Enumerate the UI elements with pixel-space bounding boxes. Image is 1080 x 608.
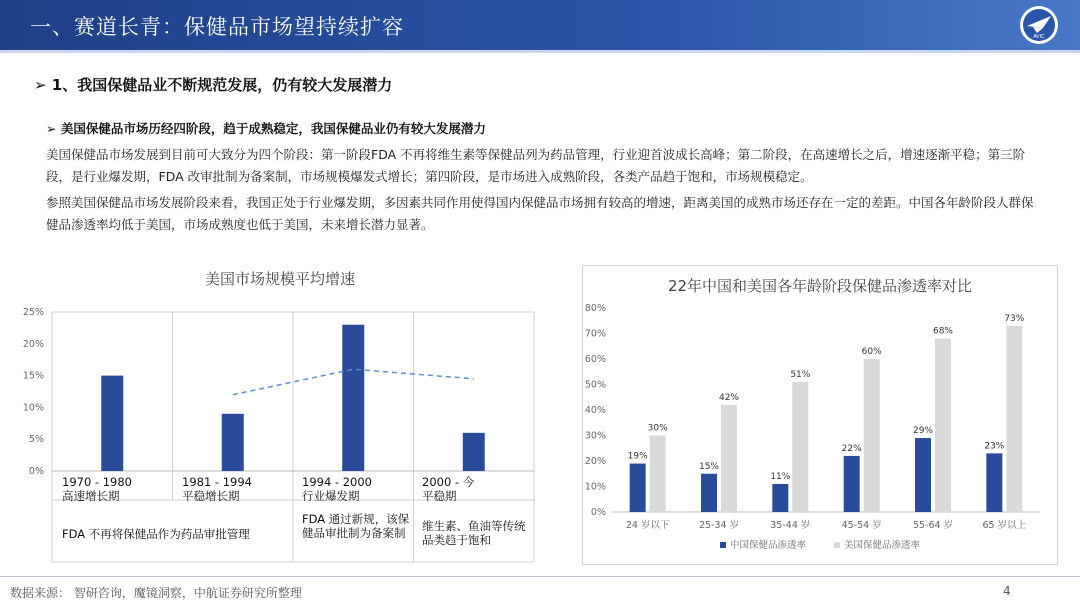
bar-us-6: [1006, 326, 1022, 512]
paragraph-1: 美国保健品市场发展到目前可大致分为四个阶段：第一阶段FDA 不再将维生素等保健品列为药品管理，行业迎首波成长高峰；第二阶段，在高速增长之后，增速逐渐平稳；第三阶段，是行业爆发期，FDA 改审批制为备案制，市场规模爆发式增长；第四阶段，是市场进入成熟阶段，各类产品趋于饱和，市场规模稳定。: [46, 147, 1026, 184]
y-tick-label: 20%: [22, 338, 44, 350]
bar-china-3: [772, 484, 788, 512]
data-source: 数据来源： 智研咨询，魔镜洞察，中航证券研究所整理: [10, 586, 302, 600]
bar-3: [342, 325, 364, 471]
subsection-title: ➢ 美国保健品市场历经四阶段，趋于成熟稳定，我国保健品业仍有较大发展潜力: [46, 121, 486, 136]
data-label: 11%: [770, 471, 791, 482]
header-bar: [0, 0, 1080, 50]
y-tick-label: 80%: [584, 303, 606, 314]
bar-china-4: [844, 456, 860, 512]
x-tick-label: 24 岁以下: [625, 520, 670, 531]
legend-label: 美国保健品渗透率: [844, 540, 921, 551]
legend-swatch: [834, 542, 840, 548]
bar-china-5: [915, 438, 931, 512]
y-tick-label: 40%: [584, 405, 606, 416]
stage-2-period: 1981 - 1994: [182, 475, 252, 489]
section-title: ➢ 1、我国保健品业不断规范发展，仍有较大发展潜力: [34, 76, 393, 94]
right-chart: [582, 300, 1058, 562]
bar-us-5: [935, 339, 951, 512]
stage-1-note: FDA 不再将保健品作为药品审批管理: [62, 527, 250, 541]
data-label: 73%: [1004, 313, 1025, 324]
stage-1-name: 高速增长期: [62, 489, 120, 503]
y-tick-label: 15%: [22, 370, 44, 382]
right-chart-title: 22年中国和美国各年龄阶段保健品渗透率对比: [667, 277, 973, 295]
data-label: 51%: [790, 369, 811, 380]
bar-4: [463, 433, 485, 471]
logo-text: AVIC: [1033, 34, 1045, 40]
data-label: 68%: [932, 326, 954, 337]
data-label: 22%: [841, 443, 862, 454]
header-divider: [0, 50, 1080, 53]
data-label: 30%: [647, 423, 668, 434]
y-tick-label: 0%: [28, 466, 44, 477]
data-label: 29%: [912, 426, 934, 437]
y-tick-label: 10%: [22, 402, 44, 414]
company-logo-icon: [1018, 4, 1060, 46]
bar-china-6: [986, 453, 1002, 512]
legend-label: 中国保健品渗透率: [730, 540, 807, 551]
bar-2: [222, 414, 244, 471]
bar-us-4: [864, 359, 880, 512]
stage-2-name: 平稳增长期: [182, 489, 240, 503]
x-tick-label: 35-44 岁: [770, 520, 811, 531]
y-tick-label: 50%: [584, 379, 606, 391]
data-label: 15%: [698, 461, 720, 472]
stage-4-note: 维生素、鱼油等传统品类趋于饱和: [422, 519, 526, 547]
data-label: 19%: [627, 451, 648, 462]
y-tick-label: 25%: [22, 307, 44, 318]
bar-us-1: [650, 436, 666, 513]
y-tick-label: 10%: [584, 481, 606, 493]
x-tick-label: 25-34 岁: [698, 520, 740, 531]
y-tick-label: 0%: [590, 507, 606, 518]
footer-divider: [0, 576, 1080, 577]
bar-1: [101, 376, 123, 471]
stage-1-period: 1970 - 1980: [62, 475, 132, 489]
bar-us-2: [721, 405, 737, 512]
bar-china-2: [701, 474, 717, 512]
y-tick-label: 5%: [28, 434, 44, 446]
x-tick-label: 55-64 岁: [912, 520, 954, 531]
stage-3-period: 1994 - 2000: [302, 475, 372, 489]
y-tick-label: 70%: [584, 328, 606, 340]
page-title: 一、赛道长青：保健品市场望持续扩容: [30, 15, 404, 39]
y-tick-label: 20%: [584, 456, 606, 467]
bar-china-1: [630, 464, 646, 512]
y-tick-label: 30%: [584, 430, 606, 442]
stage-4-period: 2000 - 今: [422, 475, 475, 489]
bar-us-3: [792, 382, 808, 512]
left-chart-title: 美国市场规模平均增速: [204, 270, 355, 288]
y-tick-label: 60%: [584, 354, 606, 365]
stage-3-note: FDA 通过新规，该保健品审批制为备案制: [302, 512, 410, 540]
data-label: 23%: [984, 441, 1005, 452]
page-number: 4: [1003, 584, 1011, 598]
data-label: 42%: [718, 392, 740, 403]
legend-swatch: [720, 542, 726, 548]
data-label: 60%: [861, 347, 882, 357]
paragraph-2: 参照美国保健品市场发展阶段来看，我国正处于行业爆发期，多因素共同作用使得国内保健品市场拥有较高的增速，距离美国的成熟市场还存在一定的差距。中国各年龄阶段人群保健品渗透率均低于美国，市场成熟度也低于美国，未来增长潜力显著。: [46, 195, 1034, 232]
x-tick-label: 45-54 岁: [841, 520, 882, 531]
x-tick-label: 65 岁以上: [982, 520, 1027, 531]
stage-3-name: 行业爆发期: [302, 489, 360, 503]
stage-4-name: 平稳期: [422, 489, 457, 503]
